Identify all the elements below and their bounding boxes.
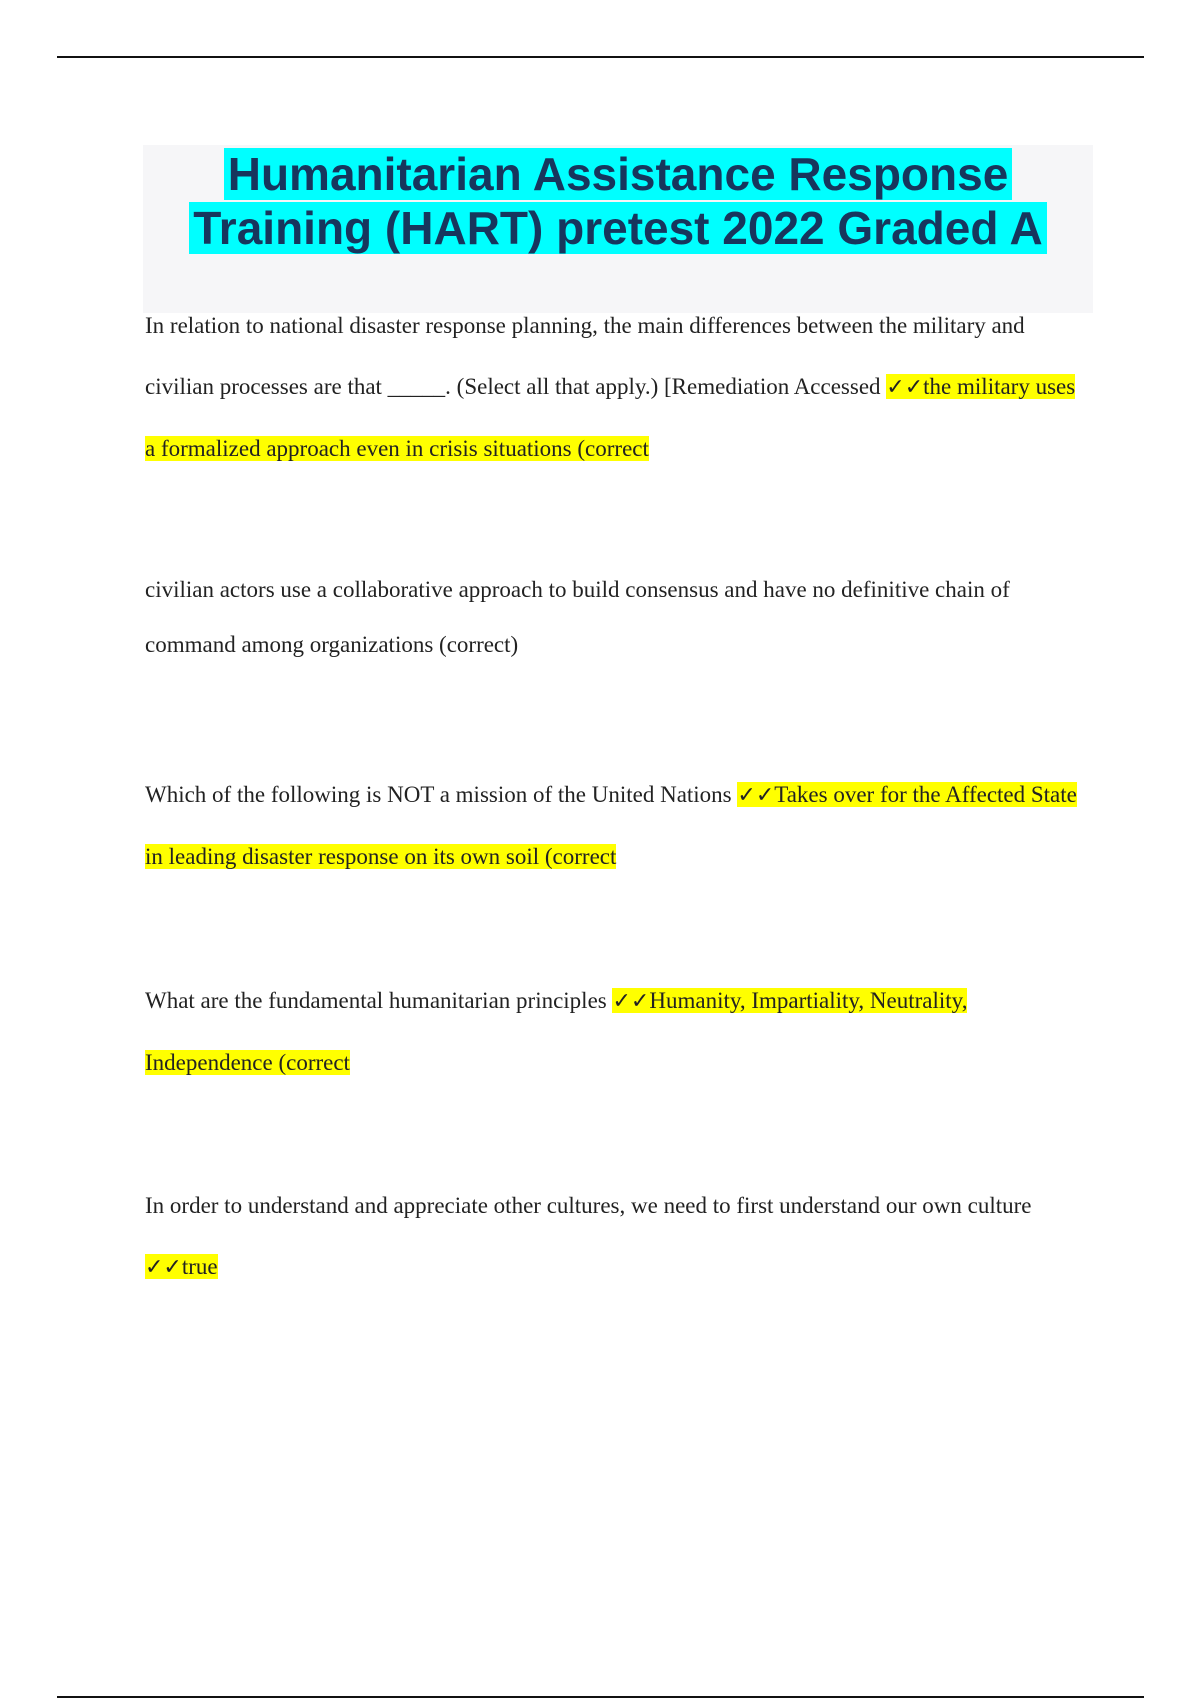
- qa-item-5: [145, 1175, 1085, 1298]
- footer-rule: [57, 1696, 1144, 1698]
- check-icon: ✓✓: [612, 989, 650, 1014]
- qa-item-3: [145, 764, 1085, 887]
- qa-item-2: [145, 562, 1085, 672]
- answer-text: true: [181, 1254, 218, 1279]
- question-text: In relation to national disaster response planning, the main differences between the military and civilian processes are that _____. (Select all that apply.) [Remediation Accessed: [145, 313, 1025, 399]
- answer-highlight: [145, 1254, 218, 1279]
- header-rule: [57, 56, 1144, 58]
- document-title-line-2: Training (HART) pretest 2022 Graded A: [189, 202, 1046, 254]
- document-title-line-1: Humanitarian Assistance Response: [224, 148, 1013, 200]
- check-icon: ✓✓: [737, 783, 775, 808]
- answer-text: Humanity, Impartiality, Neutrality, Independence (correct: [145, 988, 968, 1075]
- question-text: What are the fundamental humanitarian principles: [145, 988, 613, 1013]
- answer-text: Takes over for the Affected State in leading disaster response on its own soil (correct: [145, 782, 1077, 869]
- document-title-box: [143, 145, 1093, 313]
- check-icon: ✓✓: [145, 1255, 182, 1280]
- question-text: In order to understand and appreciate other cultures, we need to first understand our own culture: [145, 1193, 1032, 1218]
- qa-item-4: [145, 970, 1085, 1093]
- question-text: civilian actors use a collaborative approach to build consensus and have no definitive chain of command among organizations (correct): [145, 577, 1010, 657]
- check-icon: ✓✓: [886, 375, 924, 400]
- qa-item-1: [145, 295, 1085, 479]
- answer-text: the military uses a formalized approach even in crisis situations (correct: [145, 374, 1076, 461]
- question-text: Which of the following is NOT a mission of the United Nations: [145, 782, 738, 807]
